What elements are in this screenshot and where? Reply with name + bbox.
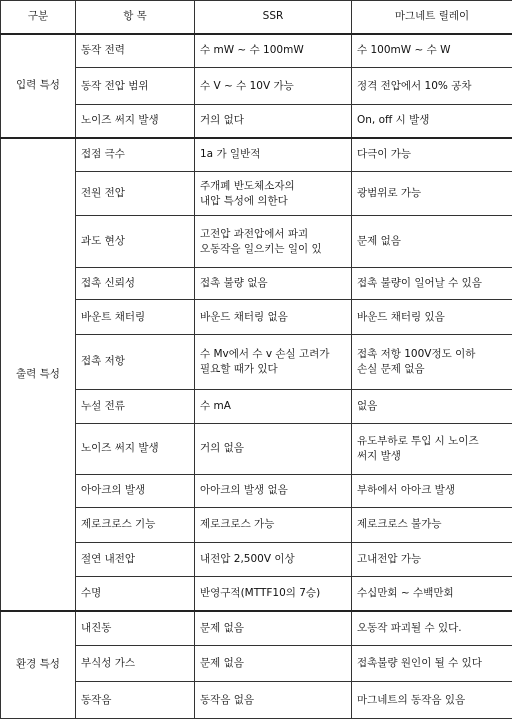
item-cell: 부식성 가스: [76, 645, 195, 681]
item-cell: 접촉 저항: [76, 334, 195, 389]
relay-cell: 광범위로 가능: [352, 171, 512, 216]
relay-cell: 바운드 채터링 있음: [352, 300, 512, 334]
table-header: [1, 1, 512, 34]
relay-cell: 고내전압 가능: [352, 542, 512, 576]
ssr-cell: 수 mW ~ 수 100mW: [195, 34, 352, 68]
item-cell: 동작음: [76, 682, 195, 719]
relay-cell: 유도부하로 투입 시 노이즈 써지 발생: [352, 424, 512, 475]
table-row: [1, 34, 512, 68]
ssr-cell: 동작음 없음: [195, 682, 352, 719]
item-cell: 접촉 신뢰성: [76, 268, 195, 300]
item-cell: 수명: [76, 577, 195, 611]
table-row: [1, 424, 512, 475]
item-cell: 절연 내전압: [76, 542, 195, 576]
item-cell: 동작 전압 범위: [76, 68, 195, 104]
relay-cell: 제로크로스 불가능: [352, 508, 512, 542]
table-row: [1, 268, 512, 300]
ssr-cell: 수 Mv에서 수 v 손실 고려가 필요할 때가 있다: [195, 334, 352, 389]
item-cell: 과도 현상: [76, 216, 195, 268]
relay-cell: 접촉 저항 100V정도 이하 손실 문제 없음: [352, 334, 512, 389]
group-label-output: 출력 특성: [1, 138, 76, 611]
ssr-cell: 수 V ~ 수 10V 가능: [195, 68, 352, 104]
ssr-cell: 접촉 불량 없음: [195, 268, 352, 300]
table-row: [1, 508, 512, 542]
table-row: [1, 474, 512, 507]
table-row: [1, 682, 512, 719]
header-category: 구분: [1, 1, 76, 34]
item-cell: 전원 전압: [76, 171, 195, 216]
ssr-cell: 아아크의 발생 없음: [195, 474, 352, 507]
ssr-cell: 반영구적(MTTF10의 7승): [195, 577, 352, 611]
ssr-cell: 고전압 과전압에서 파괴 오동작을 일으키는 일이 있: [195, 216, 352, 268]
item-cell: 제로크로스 기능: [76, 508, 195, 542]
table-row: [1, 138, 512, 171]
table-row: [1, 300, 512, 334]
ssr-cell: 바운드 채터링 없음: [195, 300, 352, 334]
table-body: [1, 34, 512, 719]
item-cell: 아아크의 발생: [76, 474, 195, 507]
item-cell: 바운트 채터링: [76, 300, 195, 334]
ssr-cell: 주개폐 반도체소자의 내압 특성에 의한다: [195, 171, 352, 216]
item-cell: 내진동: [76, 611, 195, 645]
table-row: [1, 645, 512, 681]
header-relay: 마그네트 릴레이: [352, 1, 512, 34]
table-row: [1, 104, 512, 137]
table-row: [1, 577, 512, 611]
header-ssr: SSR: [195, 1, 352, 34]
relay-cell: 마그네트의 동작음 있음: [352, 682, 512, 719]
item-cell: 노이즈 써지 발생: [76, 424, 195, 475]
item-cell: 접점 극수: [76, 138, 195, 171]
relay-cell: 정격 전압에서 10% 공차: [352, 68, 512, 104]
relay-cell: 다극이 가능: [352, 138, 512, 171]
group-label-input: 입력 특성: [1, 34, 76, 138]
relay-cell: On, off 시 발생: [352, 104, 512, 137]
relay-cell: 없음: [352, 389, 512, 423]
table-row: [1, 68, 512, 104]
item-cell: 동작 전력: [76, 34, 195, 68]
ssr-cell: 거의 없음: [195, 424, 352, 475]
table-row: [1, 334, 512, 389]
relay-cell: 접촉 불량이 일어날 수 있음: [352, 268, 512, 300]
relay-cell: 오동작 파괴될 수 있다.: [352, 611, 512, 645]
ssr-cell: 문제 없음: [195, 645, 352, 681]
ssr-cell: 수 mA: [195, 389, 352, 423]
ssr-cell: 1a 가 일반적: [195, 138, 352, 171]
relay-cell: 문제 없음: [352, 216, 512, 268]
item-cell: 누설 전류: [76, 389, 195, 423]
table-row: [1, 216, 512, 268]
item-cell: 노이즈 써지 발생: [76, 104, 195, 137]
table-row: [1, 171, 512, 216]
ssr-cell: 내전압 2,500V 이상: [195, 542, 352, 576]
ssr-cell: 제로크로스 가능: [195, 508, 352, 542]
relay-cell: 수 100mW ~ 수 W: [352, 34, 512, 68]
ssr-cell: 문제 없음: [195, 611, 352, 645]
ssr-cell: 거의 없다: [195, 104, 352, 137]
table-row: [1, 611, 512, 645]
group-label-environment: 환경 특성: [1, 611, 76, 719]
relay-cell: 부하에서 아아크 발생: [352, 474, 512, 507]
relay-cell: 수십만회 ~ 수백만회: [352, 577, 512, 611]
table-row: [1, 389, 512, 423]
table-row: [1, 542, 512, 576]
header-item: 항 목: [76, 1, 195, 34]
relay-cell: 접촉불량 원인이 될 수 있다: [352, 645, 512, 681]
